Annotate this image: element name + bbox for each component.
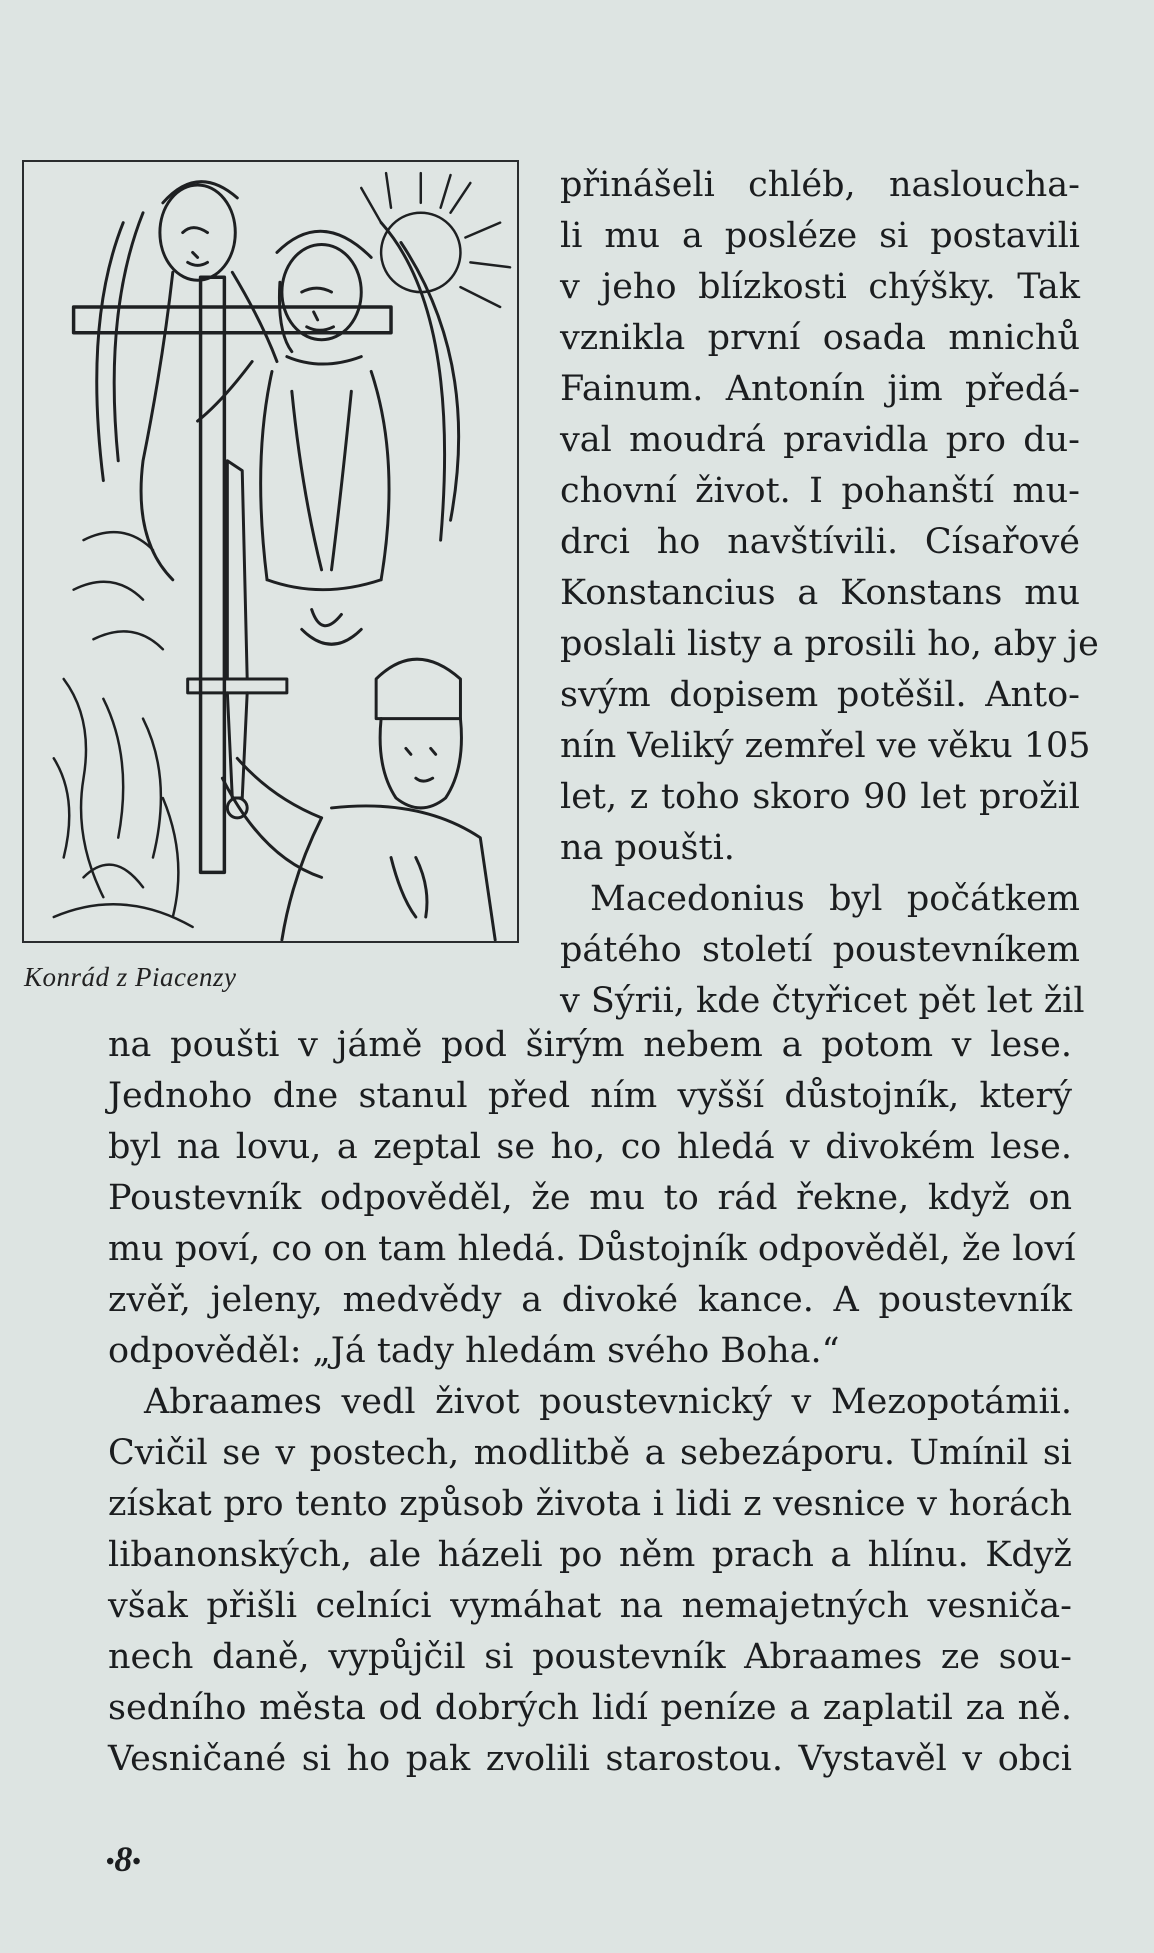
text-line: v Sýrii, kde čtyřicet pět let žil [560,981,1085,1021]
text-line: chovní život. I pohanští mu- [560,471,1080,511]
bullet-icon: • [106,1849,115,1876]
text-line: mu poví, co on tam hledá. Důstojník odpověděl, že loví [108,1229,1076,1269]
bullet-icon: • [132,1849,141,1876]
text-line: Macedonius byl počátkem [590,879,1080,919]
text-line: pátého století poustevníkem [560,930,1080,970]
illustration-caption: Konrád z Piacenzy [24,962,237,992]
text-line: Poustevník odpověděl, že mu to rád řekne, když on [108,1178,1072,1218]
text-line: li mu a posléze si postavili [560,216,1080,256]
full-text-column [108,1020,1076,1785]
text-line: přinášeli chléb, nasloucha- [560,165,1080,205]
text-line: na poušti v jámě pod širým nebem a potom v lese. [108,1025,1072,1065]
text-line: nech daně, vypůjčil si poustevník Abraames ze sou- [108,1637,1072,1677]
text-line: nín Veliký zemřel ve věku 105 [560,726,1091,766]
text-line: zvěř, jeleny, medvědy a divoké kance. A poustevník [108,1280,1072,1320]
text-line: byl na lovu, a zeptal se ho, co hledá v divokém lese. [108,1127,1072,1167]
text-line: v jeho blízkosti chýšky. Tak [560,267,1080,307]
back-angel [97,182,277,580]
text-line: vznikla první osada mnichů [560,318,1080,358]
text-line: drci ho navštívili. Císařové [560,522,1080,562]
front-angel [198,223,459,645]
foliage [54,532,193,927]
page-number-value: 8 [114,1839,133,1879]
text-line: Fainum. Antonín jim předá- [560,369,1080,409]
text-line: libanonských, ale házeli po něm prach a hlínu. Když [108,1535,1072,1575]
text-line: na poušti. [560,828,735,868]
text-line: Jednoho dne stanul před ním vyšší důstojník, který [108,1076,1072,1116]
text-line: svým dopisem potěšil. Anto- [560,675,1080,715]
text-line: odpověděl: „Já tady hledám svého Boha.“ [108,1331,840,1371]
text-line: let, z toho skoro 90 let prožil [560,777,1080,817]
text-line: získat pro tento způsob života i lidi z vesnice v horách [108,1484,1072,1524]
text-line: Konstancius a Konstans mu [560,573,1080,613]
sun-rays [361,173,510,307]
side-text-column [560,160,1099,1027]
kneeling-saint [222,659,495,940]
sword [188,461,287,818]
text-line: val moudrá pravidla pro du- [560,420,1080,460]
text-line: poslali listy a prosili ho, aby je [560,624,1099,664]
illustration [22,160,519,943]
saint-with-angels-and-sword-illustration [24,162,517,941]
text-line: Cvičil se v postech, modlitbě a sebezáporu. Umínil si [108,1433,1072,1473]
text-line: sedního města od dobrých lidí peníze a zaplatil za ně. [108,1688,1072,1728]
text-line: Vesničané si ho pak zvolili starostou. Vystavěl v obci [108,1739,1072,1779]
text-line: Abraames vedl život poustevnický v Mezopotámii. [144,1382,1072,1422]
text-line: však přišli celníci vymáhat na nemajetných vesniča- [108,1586,1072,1626]
page-number [106,1838,141,1880]
